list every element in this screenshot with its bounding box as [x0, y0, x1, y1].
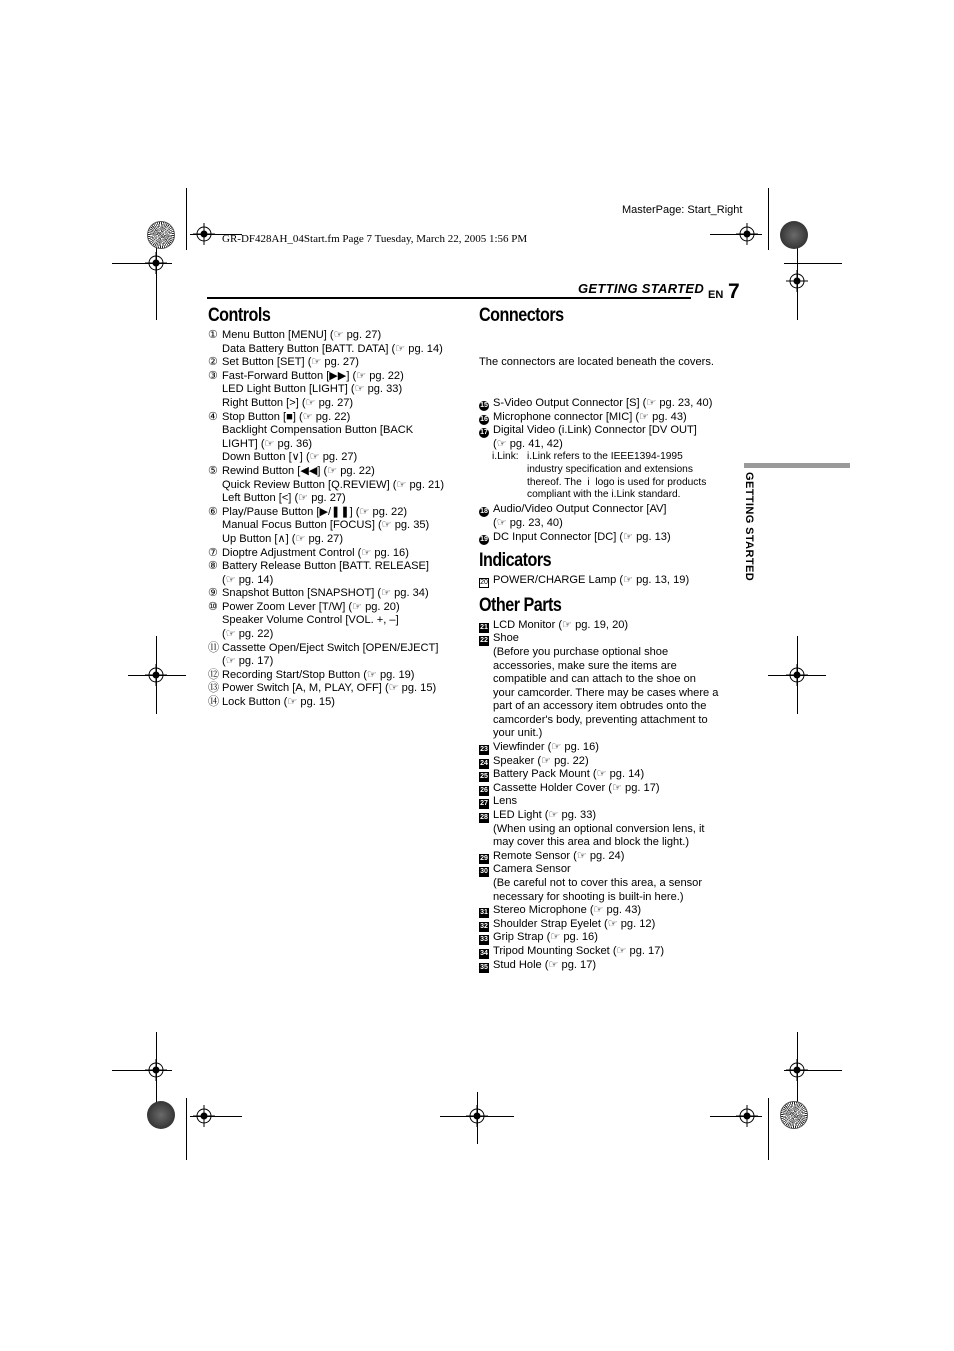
list-item	[208, 370, 470, 384]
list-item	[479, 918, 741, 932]
list-item	[479, 850, 741, 864]
list-item	[479, 646, 741, 660]
item-text: LCD Monitor (☞ pg. 19, 20)	[493, 618, 629, 631]
item-text: Up Button [∧] (☞ pg. 27)	[222, 532, 344, 545]
list-item	[479, 424, 741, 438]
indicators-list	[479, 574, 741, 588]
item-text: part of an accessory item obtrudes onto the	[493, 700, 707, 713]
master-page-label: MasterPage: Start_Right	[622, 204, 743, 216]
list-item	[479, 531, 741, 545]
item-number: 33	[480, 936, 488, 944]
item-text: Rewind Button [◀◀] (☞ pg. 22)	[222, 464, 375, 477]
list-item	[479, 904, 741, 918]
item-text: Quick Review Button [Q.REVIEW] (☞ pg. 21)	[222, 478, 445, 491]
ilink-note-label: i.Link:	[492, 451, 519, 463]
list-item	[479, 411, 741, 425]
running-head: GETTING STARTED	[578, 281, 705, 296]
list-item	[208, 329, 470, 343]
list-item	[208, 451, 470, 465]
item-text: LED Light (☞ pg. 33)	[493, 809, 597, 822]
item-number: 31	[480, 909, 488, 917]
sidebar-tab-bar	[744, 463, 850, 468]
item-number: ⑧	[208, 560, 218, 573]
item-text: LED Light Button [LIGHT] (☞ pg. 33)	[222, 383, 403, 396]
item-number: 25	[480, 773, 488, 781]
item-text: Down Button [∨] (☞ pg. 27)	[222, 451, 358, 464]
item-number: ②	[208, 356, 218, 369]
item-number: 28	[480, 814, 488, 822]
item-text: LIGHT] (☞ pg. 36)	[222, 437, 313, 450]
item-text: Snapshot Button [SNAPSHOT] (☞ pg. 34)	[222, 587, 429, 600]
item-text: Viewfinder (☞ pg. 16)	[493, 741, 599, 754]
list-item	[208, 655, 470, 669]
list-item	[479, 863, 741, 877]
list-item	[208, 614, 470, 628]
item-number: ⑬	[208, 682, 220, 695]
item-text: Camera Sensor	[493, 863, 571, 876]
list-item	[208, 547, 470, 561]
item-number: 26	[480, 786, 488, 794]
item-number: 34	[480, 949, 488, 957]
ilink-note-line: thereof. The i logo is used for products	[527, 476, 707, 488]
item-text: Cassette Holder Cover (☞ pg. 17)	[493, 781, 660, 794]
connectors-list	[479, 397, 741, 451]
list-item	[208, 506, 470, 520]
item-text: DC Input Connector [DC] (☞ pg. 13)	[493, 530, 671, 543]
list-item	[479, 945, 741, 959]
connectors-list-2	[479, 503, 741, 544]
page-number: 7	[728, 280, 740, 303]
list-item	[208, 356, 470, 370]
item-text: Cassette Open/Eject Switch [OPEN/EJECT]	[222, 641, 439, 654]
item-number: 32	[480, 922, 488, 930]
list-item	[479, 836, 741, 850]
list-item	[479, 574, 741, 588]
item-text: Remote Sensor (☞ pg. 24)	[493, 849, 625, 862]
item-text: necessary for shooting is built-in here.)	[493, 890, 684, 903]
list-item	[208, 533, 470, 547]
item-number: 20	[480, 579, 488, 587]
item-text: Lens	[493, 795, 518, 808]
list-item	[479, 619, 741, 633]
list-item	[208, 574, 470, 588]
item-text: Stereo Microphone (☞ pg. 43)	[493, 904, 642, 917]
item-text: Shoe	[493, 632, 519, 645]
item-number: ⑩	[208, 600, 218, 613]
indicators-title: Indicators	[479, 550, 552, 572]
list-item	[208, 383, 470, 397]
list-item	[208, 587, 470, 601]
item-text: Battery Release Button [BATT. RELEASE]	[222, 560, 429, 573]
item-text: Dioptre Adjustment Control (☞ pg. 16)	[222, 546, 409, 559]
list-item	[479, 438, 741, 452]
list-item	[208, 492, 470, 506]
list-item	[479, 755, 741, 769]
item-number: ⑨	[208, 587, 218, 600]
item-text: Recording Start/Stop Button (☞ pg. 19)	[222, 668, 415, 681]
list-item	[479, 687, 741, 701]
item-number: ⑭	[208, 696, 220, 709]
item-number: ⑦	[208, 546, 218, 559]
item-number: 17	[480, 429, 488, 437]
ilink-note-line: i.Link refers to the IEEE1394-1995	[527, 451, 683, 463]
item-text: Manual Focus Button [FOCUS] (☞ pg. 35)	[222, 519, 430, 532]
ilink-note-text	[527, 451, 706, 501]
item-number: ⑤	[208, 464, 218, 477]
other-parts-list	[479, 619, 741, 972]
controls-title: Controls	[208, 305, 271, 326]
list-item	[479, 891, 741, 905]
item-text: Power Switch [A, M, PLAY, OFF] (☞ pg. 15)	[222, 682, 437, 695]
item-text: Set Button [SET] (☞ pg. 27)	[222, 356, 359, 369]
item-number: 16	[480, 415, 488, 423]
list-item	[479, 931, 741, 945]
item-text: Speaker (☞ pg. 22)	[493, 754, 589, 767]
list-item	[208, 601, 470, 615]
item-number: ④	[208, 410, 218, 423]
list-item	[208, 696, 470, 710]
item-number: 22	[480, 637, 488, 645]
item-number: 27	[480, 800, 488, 808]
item-text: Play/Pause Button [▶/❚❚] (☞ pg. 22)	[222, 505, 408, 518]
item-text: your camcorder. There may be cases where a	[493, 686, 719, 699]
item-text: Stop Button [■] (☞ pg. 22)	[222, 410, 351, 423]
list-item	[208, 397, 470, 411]
item-number: ⑥	[208, 505, 218, 518]
list-item	[208, 519, 470, 533]
list-item	[208, 465, 470, 479]
item-text: Power Zoom Lever [T/W] (☞ pg. 20)	[222, 600, 400, 613]
list-item	[479, 795, 741, 809]
list-item	[479, 768, 741, 782]
list-item	[479, 660, 741, 674]
item-text: Shoulder Strap Eyelet (☞ pg. 12)	[493, 917, 656, 930]
item-text: Stud Hole (☞ pg. 17)	[493, 958, 597, 971]
item-text: Digital Video (i.Link) Connector [DV OUT]	[493, 424, 697, 437]
item-number: ⑫	[208, 668, 220, 681]
item-number: ⑪	[208, 641, 220, 654]
item-text: compatible and can attach to the shoe on	[493, 673, 696, 686]
list-item	[479, 782, 741, 796]
list-item	[208, 628, 470, 642]
list-item	[479, 517, 741, 531]
item-text: accessories, make sure the items are	[493, 659, 677, 672]
file-info-line: GR-DF428AH_04Start.fm Page 7 Tuesday, March 22, 2005 1:56 PM	[222, 233, 528, 245]
list-item	[479, 741, 741, 755]
item-number: 19	[480, 535, 488, 543]
list-item	[479, 632, 741, 646]
item-text: Lock Button (☞ pg. 15)	[222, 696, 335, 709]
other-parts-title: Other Parts	[479, 594, 562, 616]
item-text: may cover this area and block the light.)	[493, 836, 690, 849]
list-item	[208, 560, 470, 574]
item-text: your unit.)	[493, 727, 543, 740]
item-text: (☞ pg. 14)	[222, 573, 274, 586]
item-text: Backlight Compensation Button [BACK	[222, 424, 414, 437]
header-rule	[207, 297, 691, 299]
list-item	[208, 682, 470, 696]
item-text: (Before you purchase optional shoe	[493, 645, 669, 658]
list-item	[208, 411, 470, 425]
list-item	[208, 669, 470, 683]
item-text: Data Battery Button [BATT. DATA] (☞ pg. 14)	[222, 342, 443, 355]
item-number: 29	[480, 854, 488, 862]
list-item	[208, 479, 470, 493]
item-text: (☞ pg. 17)	[222, 655, 274, 668]
ilink-note	[479, 451, 741, 503]
ilink-note-line: compliant with the i.Link standard.	[527, 489, 681, 501]
list-item	[208, 438, 470, 452]
list-item	[208, 424, 470, 438]
item-number: 30	[480, 868, 488, 876]
item-text: (When using an optional conversion lens, it	[493, 822, 705, 835]
list-item	[208, 642, 470, 656]
item-text: Battery Pack Mount (☞ pg. 14)	[493, 768, 645, 781]
item-text: Speaker Volume Control [VOL. +, –]	[222, 614, 399, 627]
item-number: 23	[480, 746, 488, 754]
list-item	[479, 397, 741, 411]
item-number: ①	[208, 329, 218, 341]
list-item	[479, 877, 741, 891]
list-item	[479, 700, 741, 714]
controls-list	[208, 329, 470, 710]
item-text: Audio/Video Output Connector [AV]	[493, 503, 667, 516]
connectors-section	[479, 305, 741, 972]
item-number: 21	[480, 623, 488, 631]
list-item	[479, 823, 741, 837]
sidebar-tab-label: GETTING STARTED	[743, 472, 755, 582]
controls-section	[208, 305, 470, 710]
item-text: (☞ pg. 23, 40)	[493, 516, 563, 529]
connectors-intro: The connectors are located beneath the covers.	[479, 356, 714, 369]
item-text: Grip Strap (☞ pg. 16)	[493, 931, 598, 944]
item-number: 24	[480, 759, 488, 767]
item-text: (Be careful not to cover this area, a sensor	[493, 877, 703, 889]
ilink-note-line: industry specification and extensions	[527, 463, 693, 475]
item-text: Menu Button [MENU] (☞ pg. 27)	[222, 329, 382, 341]
item-text: Tripod Mounting Socket (☞ pg. 17)	[493, 944, 665, 957]
connectors-title: Connectors	[479, 305, 564, 326]
item-text: (☞ pg. 22)	[222, 628, 274, 641]
item-text: (☞ pg. 41, 42)	[493, 437, 563, 450]
item-number: ③	[208, 369, 218, 382]
list-item	[479, 727, 741, 741]
list-item	[479, 673, 741, 687]
item-text: Right Button [>] (☞ pg. 27)	[222, 396, 354, 409]
list-item	[479, 714, 741, 728]
list-item	[479, 809, 741, 823]
item-text: Fast-Forward Button [▶▶] (☞ pg. 22)	[222, 369, 404, 382]
item-number: 35	[480, 963, 488, 971]
item-text: S-Video Output Connector [S] (☞ pg. 23, 40)	[493, 396, 713, 409]
item-text: camcorder's body, preventing attachment to	[493, 713, 708, 726]
item-number: 18	[480, 508, 488, 516]
item-number: 15	[480, 401, 488, 409]
item-text: Microphone connector [MIC] (☞ pg. 43)	[493, 410, 687, 423]
item-text: POWER/CHARGE Lamp (☞ pg. 13, 19)	[493, 574, 690, 587]
item-text: Left Button [<] (☞ pg. 27)	[222, 492, 346, 505]
list-item	[208, 343, 470, 357]
language-code: EN	[708, 289, 724, 301]
list-item	[479, 959, 741, 973]
list-item	[479, 503, 741, 517]
